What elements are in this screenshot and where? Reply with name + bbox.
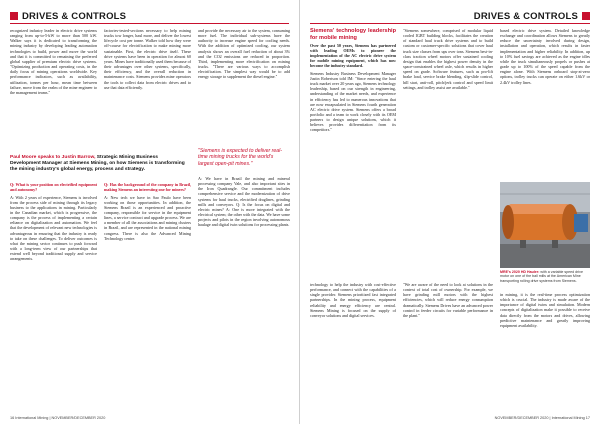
- answer-3: A: We have in Brazil the mining and mineral processing company Vale, and also important sites in the Iron Quadrangle. Our commitment includes comprehensive service and the modernization of drive systems for haul trucks, electrified draglines, grinding mills and conveyors. Q: Is the focus on digital and electric mines? A: One is more integrated with the electrical system; the other with the data. We have some projects and pilots in the region involving autonomous haulage and digital twin solutions for processing plants.: [198, 176, 290, 228]
- pull-quote: "Siemens is expected to deliver real-time mining trucks for the world's largest open-pit mines.": [198, 148, 283, 167]
- left-footer: 16 International Mining | NOVEMBER/DECEMBER 2020: [10, 416, 106, 420]
- section-title: DRIVES & CONTROLS: [22, 10, 127, 22]
- answer-1: A: With 2 years of experience, Siemens is involved from the process side of mining through its legacy business to the applications in mining. Particularly in the Canadian market, which is progressive, the company is the process of implementing a certain reliance on digitalization and automation. We feel that the development of relevant new technologies is advantageous in ensuring that the industry is ready to take on these challenges. To deliver outcomes is what the mining sector continues to push forward with a long-term view of our partnerships that extend well beyond traditional supply and service arrangements.: [10, 194, 97, 262]
- question-2: Q: Has the background of the company in Brazil, making Siemens an interesting one for miners?: [104, 182, 191, 193]
- right-section-header: [470, 10, 590, 22]
- article-column-1: recognized industry leader in electric drive systems ranging from up-to-5-kW to more than 500 kW. Walker says it is dedicated to transforming the mining industry by developing leading automation technologies to build, power and move the world and that it is committed to remaining the preferred global supplier of premium electric drive systems. "Optimizing production and operating costs, in the daily focus of mining operations worldwide. Key performance indicators, such as availability, utilization, tonnes per hour, mean time between failure, move from the realm of the mine engineer to the management teams.": [10, 28, 97, 95]
- header-square-icon: [10, 12, 18, 20]
- left-section-header: [10, 10, 126, 22]
- feature-text-1: Siemens Industry Business Development Manager Justin Robertson told IM: "Since entering the haul truck market over 20 years ago, Siemens technology leadership, based on our strength in engineering, understanding of the market needs, and experience in efficiency has led to numerous innovations that are now encapsulated in Siemens fourth generation AC electric drive system. Siemens offers a broad portfolio and a team to work closely with its OEM partners to design unique solutions, which it believes provides differentiation from its competitors.": [310, 70, 396, 133]
- header-rule: [10, 23, 289, 24]
- interview-column-3: [198, 176, 290, 412]
- caption-text: with a variable speed drive motor on one of the ball mills at the American Mine transporting rolling drive systems from Siemens.: [500, 270, 583, 283]
- article-column-3: and provide the necessary air to the system, consuming more fuel. The individual sub-systems have the authority to increase engine speed for cooling needs. With the addition of optimized cooling, our system analysis shows an overall fuel reduction of about 3% and the CO2 emissions are reduced in proportion. Third, implementing more electrification on mining trucks. "There are various ways to accomplish electrification. The simplest way would be to add energy storage to supplement the diesel engine.": [198, 28, 290, 80]
- header-rule-right: [310, 23, 590, 24]
- lead-name: Paul Moore speaks to Justin Barrow,: [10, 155, 96, 160]
- answer-2: A: New tech we have in Sao Paulo have been working on those opportunities. In addition, the Siemens Brazil is an experienced and proactive company, responsible for service in the equipment lines, a service contract and upgrade process. We are a member of all the associations and mining clusters in Brazil, and are represented in the national mining congress. There is also the Advanced Mining Technology centre.: [104, 194, 191, 241]
- interview-column-1: [10, 182, 97, 412]
- article-column-2: factories-tested-sections necessary to help mining trucks tow longer, haul more, and deliver the lowest lifecycle cost per tonne. Walker told how they were off-course for electrification to make mining more sustainable. First, the electric drive itself. These drive systems have been in operation for almost 60 years. Mines have traditionally used them because of their advantages over other systems, specifically, their efficiency, and the overall reduction in maintenance costs. Siemens provides mine operators the tools to collect data from electric drives and to use that data efficiently.: [104, 28, 191, 90]
- feature-column-6: in mining, it is the real-time process optimization which is crucial. The industry is made aware of the importance of digital twins and simulation. Modern concepts of digitalization make it possible to receive data directly from the motors and drives, allowing predictive maintenance and greatly improving equipment availability.: [500, 292, 590, 328]
- caption-label: MRE's 2020 HD Hauler:: [500, 270, 540, 274]
- question-1: Q: What is your position on electrified equipment and autonomy?: [10, 182, 97, 193]
- photo-caption: [500, 270, 590, 283]
- feature-column-3: based electric drive system. Detailed knowledge exchange and coordination allows Siemens to greatly reduce the uncertainty involved during design, installation and operation, which results in faster implementation and higher reliability. In addition, up to 10% fuel savings are achieved as the engine idles while the truck simultaneously propels or pushes at grade up to 100% of the speed capable from the engine alone. With Siemens onboard stop-at-zero options, trolley trucks can operate on either 1.6kV or 2.4kV trolley lines.: [500, 28, 590, 85]
- interview-column-2: [104, 182, 191, 412]
- feature-column-1: [310, 28, 396, 278]
- interview-lead: [10, 155, 187, 173]
- header-square-icon: [582, 12, 590, 20]
- ball-mill-photo: [500, 182, 590, 268]
- lead-text: Strategic Mining Business Development Manager at Siemens Mining, on how Siemens is transforming the mining industry's global energy, process and strategy.: [10, 155, 185, 172]
- feature-column-5: "We are aware of the need to look at solutions in the context of total cost of ownership. For example, we have grinding mill motors with the highest efficiencies, which will reduce energy consumption dramatically. Siemens Drives have an advanced power control in feeder circuits for variable performance in the plant.": [403, 282, 493, 318]
- feature-heading: Siemens' technology leadership for mobile mining: [310, 28, 396, 41]
- section-title-right: DRIVES & CONTROLS: [473, 10, 578, 22]
- feature-column-2: "Siemens somewhere, comprised of modular liquid cooled IGBT building blocks, facilitates the creation of standard haul truck drive systems and to build custom or customer-specific solutions that cover haul truck size classes from ups over tons. Siemens best-in-class traction wheel motors offer sustained cooling design that enables the highest power density in the space-constrained wheel axle, which results in higher speed on grade. Software features, such as pro-lift brake load, service brake blending, slip-slide control, hill start, anti-roll, pitch/jerk control and speed limit settings, and trolley assist are available.": [403, 28, 493, 90]
- feature-column-4: technology to help the industry with cost-effective performance, and connect with the capabilities of a single provider. Siemens prioritized fast integrated partnerships. In the mining process, equipment reliability and energy efficiency are central. Siemens Mining is focused on the supply of conveyor solutions and digital services.: [310, 282, 396, 318]
- right-page: [300, 0, 600, 424]
- right-footer: NOVEMBER/DECEMBER 2020 | International Mining 17: [494, 416, 590, 420]
- feature-intro: Over the past 50 years, Siemens has partnered with leading OEMs to pioneer the implementation of the AC electric drive system for mobile mining equipment, which has now become the industry standard.: [310, 42, 396, 69]
